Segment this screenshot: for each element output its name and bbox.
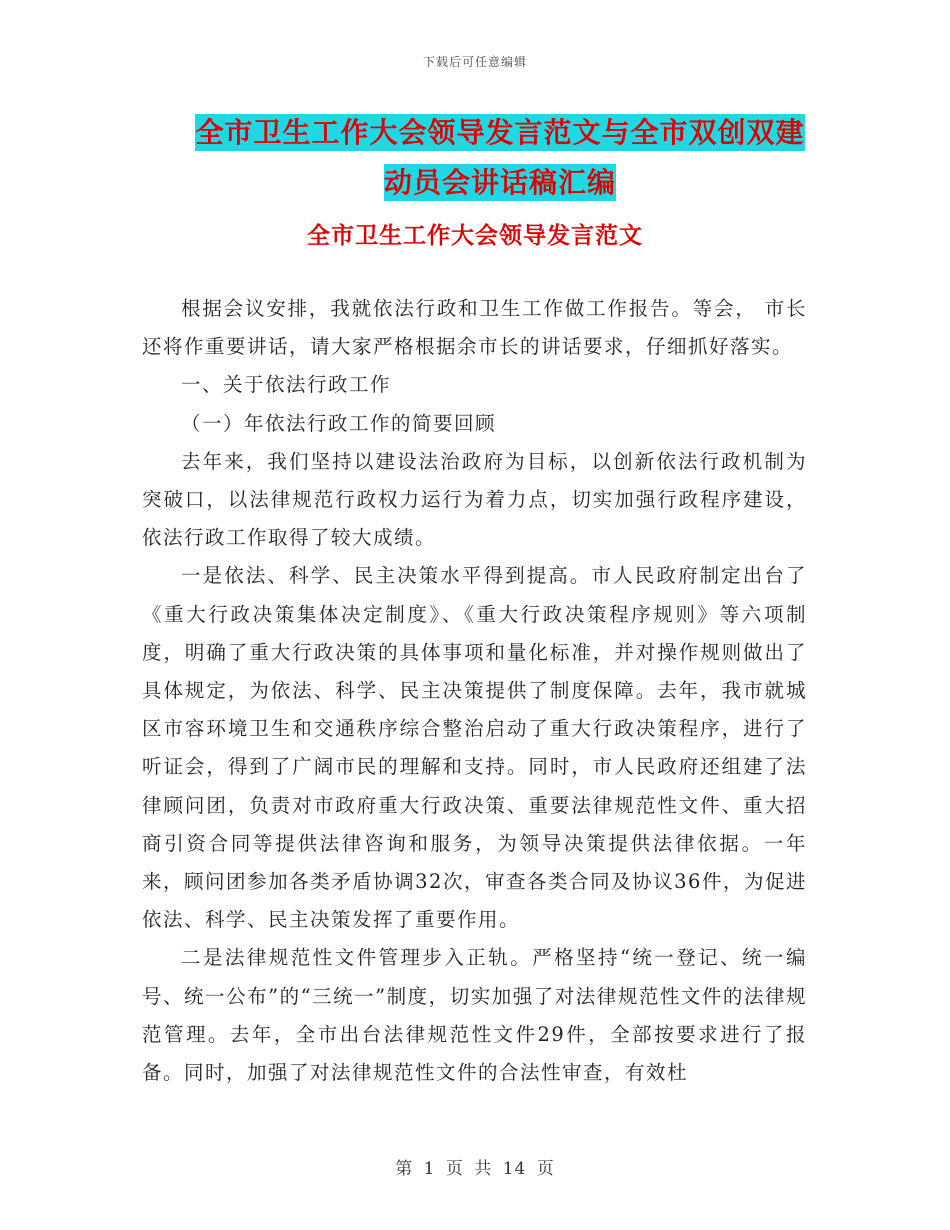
page-number-footer: 第 1 页 共 14 页 xyxy=(395,1159,555,1179)
document-title xyxy=(190,108,810,208)
paragraph: 根据会议安排，我就依法行政和卫生工作做工作报告。等会， 市长还将作重要讲话，请大家严格根据余市长的讲话要求，仔细抓好落实。 xyxy=(142,297,807,359)
paragraph: 去年来，我们坚持以建设法治政府为目标，以创新依法行政机制为突破口，以法律规范行政权力运行为着力点，切实加强行政程序建设，依法行政工作取得了较大成绩。 xyxy=(142,449,807,550)
heading-level-1: 一、关于依法行政工作 xyxy=(181,373,392,397)
paragraph: 一是依法、科学、民主决策水平得到提高。市人民政府制定出台了《重大行政决策集体决定制度》、《重大行政决策程序规则》等六项制度，明确了重大行政决策的具体事项和量化标准，并对操作规则做出了具体规定，为依法、科学、民主决策提供了制度保障。去年，我市就城区市容环境卫生和交通秩序综合整治启动了重大行政决策程序，进行了听证会，得到了广阔市民的理解和支持。同时，市人民政府还组建了法律顾问团，负责对市政府重大行政决策、重要法律规范性文件、重大招商引资合同等提供法律咨询和服务，为领导决策提供法律依据。一年来，顾问团参加各类矛盾协调32次，审查各类合同及协议36件，为促进依法、科学、民主决策发挥了重要作用。 xyxy=(142,564,807,932)
section-title: 全市卫生工作大会领导发言范文 xyxy=(307,223,643,249)
document-title-text: 全市卫生工作大会领导发言范文与全市双创双建动员会讲话稿汇编 xyxy=(195,116,805,199)
heading-level-2: （一）年依法行政工作的简要回顾 xyxy=(181,411,497,435)
document-body xyxy=(142,290,807,1092)
paragraph: 二是法律规范性文件管理步入正轨。严格坚持“统一登记、统一编号、统一公布”的“三统一”制度，切实加强了对法律规范性文件的法律规范管理。去年，全市出台法律规范性文件29件，全部按要求进行了报备。同时，加强了对法律规范性文件的合法性审查，有效杜 xyxy=(142,946,807,1085)
header-note: 下载后可任意编辑 xyxy=(422,55,527,69)
